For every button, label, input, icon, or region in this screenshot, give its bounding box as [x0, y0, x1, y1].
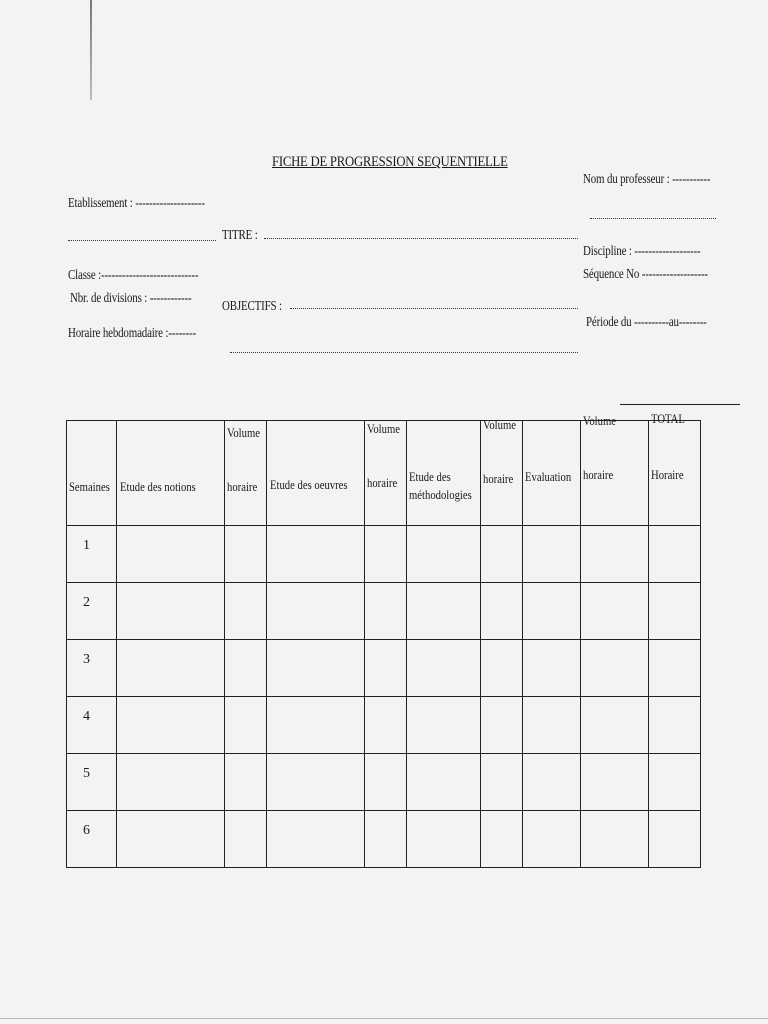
header-volume-label: Volume	[583, 413, 616, 428]
header-etude-methodologies	[407, 421, 481, 526]
table-cell[interactable]	[481, 697, 523, 754]
table-cell[interactable]	[225, 583, 267, 640]
table-cell[interactable]	[267, 526, 365, 583]
header-evaluation-label: Evaluation	[525, 469, 572, 484]
table-cell[interactable]	[523, 811, 581, 868]
header-total-label: TOTAL	[651, 411, 685, 426]
table-cell[interactable]	[267, 811, 365, 868]
week-number: 4	[83, 709, 90, 724]
table-body	[67, 526, 701, 868]
header-horaire-label: Horaire	[651, 467, 684, 482]
field-objectifs[interactable]: OBJECTIFS :	[222, 299, 282, 314]
table-cell[interactable]	[267, 583, 365, 640]
dotted-line	[590, 218, 716, 219]
table-cell[interactable]	[649, 811, 701, 868]
header-horaire-label: horaire	[583, 467, 614, 482]
objectifs-dotted-line-2	[230, 352, 578, 353]
header-volume-label: Volume	[227, 425, 260, 440]
table-cell[interactable]	[225, 697, 267, 754]
table-cell[interactable]	[523, 754, 581, 811]
week-number: 5	[83, 766, 90, 781]
field-etablissement[interactable]: Etablissement : --------------------	[68, 196, 205, 211]
table-cell[interactable]	[481, 811, 523, 868]
table-cell[interactable]	[649, 754, 701, 811]
field-classe[interactable]: Classe :----------------------------	[68, 268, 199, 283]
week-number-cell[interactable]	[67, 583, 117, 640]
table-cell[interactable]	[117, 583, 225, 640]
header-horaire-label: horaire	[367, 475, 398, 490]
header-volume-horaire-1	[225, 421, 267, 526]
dotted-line	[68, 240, 216, 241]
week-number-cell[interactable]	[67, 697, 117, 754]
field-sequence[interactable]: Séquence No -------------------	[583, 267, 708, 282]
header-volume-label: Volume	[367, 421, 400, 436]
table-cell[interactable]	[581, 526, 649, 583]
header-etude-methodologies-label-2: méthodologies	[409, 487, 472, 502]
table-cell[interactable]	[365, 811, 407, 868]
table-cell[interactable]	[407, 697, 481, 754]
header-horaire-label: horaire	[227, 479, 258, 494]
table-cell[interactable]	[649, 640, 701, 697]
week-number-cell[interactable]	[67, 754, 117, 811]
table-cell[interactable]	[117, 526, 225, 583]
table-cell[interactable]	[267, 697, 365, 754]
table-row	[67, 526, 701, 583]
table-cell[interactable]	[407, 640, 481, 697]
table-cell[interactable]	[117, 811, 225, 868]
week-number: 2	[83, 595, 90, 610]
table-cell[interactable]	[365, 526, 407, 583]
objectifs-dotted-line	[290, 308, 578, 309]
table-cell[interactable]	[267, 640, 365, 697]
field-titre[interactable]: TITRE :	[222, 228, 258, 243]
table-cell[interactable]	[581, 583, 649, 640]
table-cell[interactable]	[225, 754, 267, 811]
table-header-row	[67, 421, 701, 526]
table-cell[interactable]	[649, 583, 701, 640]
table-cell[interactable]	[365, 697, 407, 754]
table-cell[interactable]	[523, 640, 581, 697]
header-etude-oeuvres	[267, 421, 365, 526]
field-horaire-hebdomadaire[interactable]: Horaire hebdomadaire :--------	[68, 326, 197, 341]
header-evaluation	[523, 421, 581, 526]
table-cell[interactable]	[407, 754, 481, 811]
table-cell[interactable]	[649, 697, 701, 754]
table-cell[interactable]	[267, 754, 365, 811]
table-cell[interactable]	[365, 583, 407, 640]
table-row	[67, 754, 701, 811]
week-number-cell[interactable]	[67, 526, 117, 583]
table-row	[67, 640, 701, 697]
header-volume-label: Volume	[483, 417, 516, 432]
table-cell[interactable]	[481, 583, 523, 640]
week-number: 1	[83, 538, 90, 553]
table-cell[interactable]	[523, 697, 581, 754]
document-title: FICHE DE PROGRESSION SEQUENTIELLE	[272, 154, 508, 170]
table-cell[interactable]	[581, 754, 649, 811]
header-volume-horaire-2	[365, 421, 407, 526]
table-cell[interactable]	[117, 697, 225, 754]
table-cell[interactable]	[523, 526, 581, 583]
table-cell[interactable]	[117, 640, 225, 697]
table-cell[interactable]	[481, 754, 523, 811]
header-horaire-label: horaire	[483, 471, 514, 486]
table-cell[interactable]	[581, 697, 649, 754]
header-volume-horaire-3	[481, 417, 523, 526]
header-etude-notions	[117, 421, 225, 526]
header-etude-methodologies-label-1: Etude des	[409, 469, 451, 484]
field-nbr-divisions[interactable]: Nbr. de divisions : ------------	[70, 291, 192, 306]
table-cell[interactable]	[365, 640, 407, 697]
table-cell[interactable]	[481, 640, 523, 697]
table-row	[67, 583, 701, 640]
table-cell[interactable]	[407, 526, 481, 583]
table-cell[interactable]	[481, 526, 523, 583]
header-volume-horaire-4	[581, 413, 649, 526]
table-cell[interactable]	[117, 754, 225, 811]
week-number-cell[interactable]	[67, 640, 117, 697]
header-etude-notions-label: Etude des notions	[120, 479, 196, 494]
field-periode[interactable]: Période du ----------au--------	[586, 315, 707, 330]
header-semaines	[67, 421, 117, 526]
scan-edge-mark	[90, 0, 92, 100]
header-total-horaire	[649, 411, 701, 526]
table-cell[interactable]	[523, 583, 581, 640]
table-cell[interactable]	[225, 526, 267, 583]
table-cell[interactable]	[581, 640, 649, 697]
table-cell[interactable]	[365, 754, 407, 811]
table-row	[67, 811, 701, 868]
table-top-extension	[620, 404, 740, 405]
page-bottom-edge	[0, 1018, 768, 1019]
week-number: 6	[83, 823, 90, 838]
titre-dotted-line	[264, 238, 578, 239]
field-discipline[interactable]: Discipline : -------------------	[583, 244, 701, 259]
table-cell[interactable]	[407, 583, 481, 640]
header-semaines-label: Semaines	[69, 479, 110, 494]
table-cell[interactable]	[225, 811, 267, 868]
header-etude-oeuvres-label: Etude des oeuvres	[270, 477, 348, 492]
table-row	[67, 697, 701, 754]
table-cell[interactable]	[407, 811, 481, 868]
table-cell[interactable]	[649, 526, 701, 583]
progression-table	[66, 411, 701, 868]
table-cell[interactable]	[581, 811, 649, 868]
field-nom-professeur[interactable]: Nom du professeur : -----------	[583, 172, 711, 187]
week-number-cell[interactable]	[67, 811, 117, 868]
week-number: 3	[83, 652, 90, 667]
table-cell[interactable]	[225, 640, 267, 697]
